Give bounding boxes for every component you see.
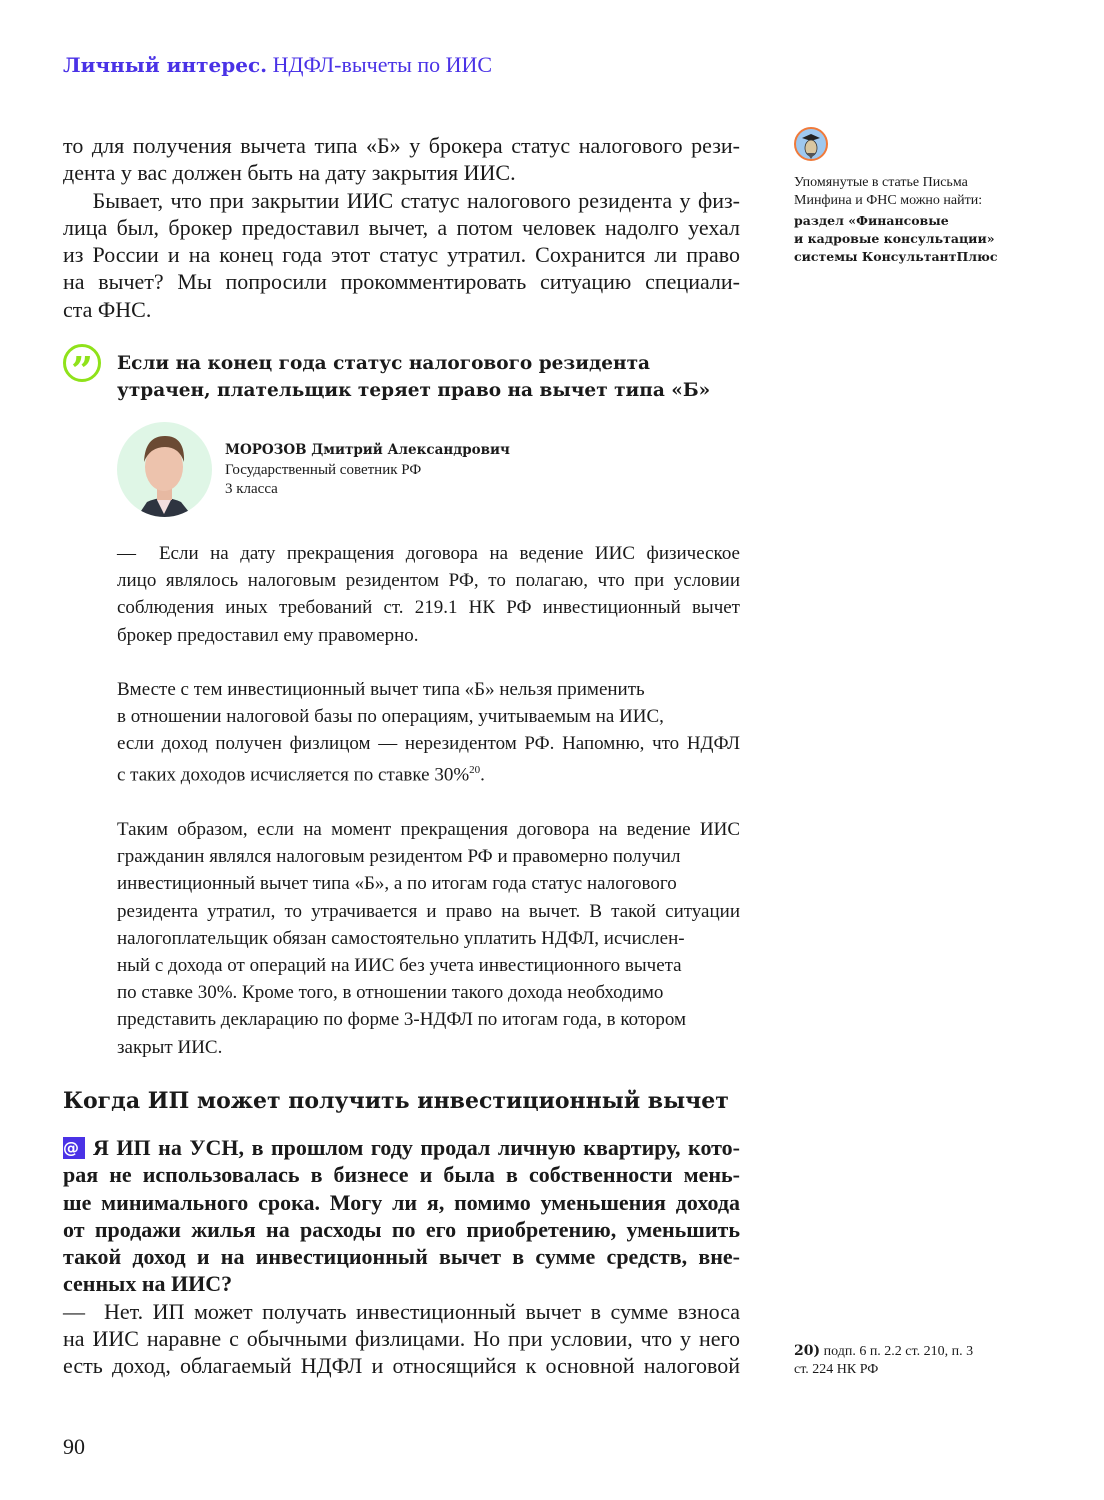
page-number: 90 [63, 1434, 85, 1459]
text-span: с таких доходов исчисляется по ставке 30% [117, 764, 470, 786]
text-line: — Если на дату прекращения договора на ведение ИИС физическое [117, 543, 740, 564]
expert-title: Государственный советник РФ [225, 461, 422, 478]
question-line: сенных на ИИС? [63, 1271, 233, 1297]
expert-info [225, 441, 510, 500]
footnote-text: подп. 6 п. 2.2 ст. 210, п. 3 [823, 1344, 974, 1359]
quote-title-line: утрачен, плательщик теряет право на вычет типа «Б» [117, 380, 711, 401]
question-line: от продажи жилья на расходы по его приобретению, уменьшить [63, 1216, 740, 1242]
text-line: по ставке 30%. Кроме того, в отношении такого дохода необходимо [117, 982, 664, 1004]
text-line: инвестиционный вычет типа «Б», а по итогам года статус налогового [117, 873, 677, 895]
footnote-20 [794, 1342, 973, 1379]
sidebar-source-line: и кадровые консультации» [794, 231, 995, 246]
footnote-ref[interactable]: 20 [469, 764, 481, 777]
text-line: на вычет? Мы попросили прокомментировать ситуацию специали- [63, 269, 740, 295]
email-at-icon: @ [63, 1137, 85, 1159]
text-span: Я ИП на УСН, в прошлом году продал личную квартиру, кото- [93, 1135, 740, 1160]
text-line: ный с дохода от операций на ИИС без учета инвестиционного вычета [117, 954, 682, 976]
question-line [63, 1134, 740, 1161]
text-line: Вместе с тем инвестиционный вычет типа «Б» нельзя применить [117, 678, 645, 700]
text-line: резидента утратил, то утрачивается и право на вычет. В такой ситуации [117, 900, 740, 922]
text-line [117, 757, 740, 789]
answer-line: есть доход, облагаемый НДФЛ и относящийся к основной налоговой [63, 1353, 740, 1379]
quote-title-line: Если на конец года статус налогового резидента [117, 353, 651, 374]
sidebar-note-line: Упомянутые в статье Письма [794, 175, 968, 190]
question-line: ше минимального срока. Могу ли я, помимо уменьшения дохода [63, 1189, 740, 1215]
text-line: ста ФНС. [63, 296, 152, 322]
text-line: лицо являлось налоговым резидентом РФ, то полагаю, что при условии [117, 570, 740, 592]
question-line: такой доход и на инвестиционный вычет в сумме средств, вне- [63, 1244, 740, 1270]
header-topic: НДФЛ-вычеты по ИИС [272, 52, 493, 77]
expert-avatar [117, 422, 212, 517]
text-line: в отношении налоговой базы по операциям, учитываемым на ИИС, [117, 706, 664, 728]
section-heading: Когда ИП может получить инвестиционный вычет [63, 1088, 729, 1114]
sidebar-note-line: Минфина и ФНС можно найти: [794, 192, 983, 208]
sidebar-source-line: системы КонсультантПлюс [794, 249, 998, 264]
sidebar-note [794, 174, 998, 266]
text-line: налогоплательщик обязан самостоятельно уплатить НДФЛ, исчислен- [117, 927, 685, 949]
answer-line: — Нет. ИП может получать инвестиционный вычет в сумме взноса [63, 1298, 740, 1324]
text-line: Таким образом, если на момент прекращения договора на ведение ИИС [117, 818, 740, 840]
text-line: лица был, брокер предоставил вычет, а потом человек надолго уехал [63, 214, 740, 240]
text-line: брокер предоставил ему правомерно. [117, 624, 419, 646]
text-line: дента у вас должен быть на дату закрытия ИИС. [63, 160, 516, 186]
qa-block [63, 1134, 740, 1380]
expert-name: МОРОЗОВ Дмитрий Александрович [225, 442, 510, 458]
text-line: представить декларацию по форме 3-НДФЛ по итогам года, в котором [117, 1009, 687, 1031]
footnote-text: ст. 224 НК РФ [794, 1362, 879, 1377]
text-line: из России и на конец года этот статус утратил. Сохранится ли право [63, 242, 740, 268]
text-line: соблюдения иных требований ст. 219.1 НК РФ инвестиционный вычет [117, 597, 740, 619]
quote-body [117, 540, 740, 1061]
text-line: Бывает, что при закрытии ИИС статус налогового резидента у физ- [63, 187, 740, 213]
text-line: гражданин являлся налоговым резидентом РФ и правомерно получил [117, 846, 681, 868]
quote-title [117, 350, 710, 404]
intro-text [63, 132, 740, 323]
sidebar-source [794, 212, 998, 266]
sidebar-source-line: раздел «Финансовые [794, 213, 949, 228]
text-line: то для получения вычета типа «Б» у брокера статус налогового рези- [63, 133, 740, 158]
professor-mascot-icon [794, 127, 828, 161]
question-line: рая не использовалась в бизнесе и была в собственности мень- [63, 1162, 740, 1188]
text-span: . [480, 764, 485, 786]
running-header [63, 52, 492, 78]
text-line: если доход получен физлицом — нерезидентом РФ. Напомню, что НДФЛ [117, 733, 740, 755]
answer-line: на ИИС наравне с обычными физлицами. Но при условии, что у него [63, 1326, 740, 1352]
quote-icon: ” [63, 344, 101, 382]
footnote-number: 20) [794, 1343, 821, 1359]
text-line: закрыт ИИС. [117, 1036, 223, 1058]
expert-class: 3 класса [225, 481, 278, 497]
header-section: Личный интерес. [63, 53, 268, 77]
